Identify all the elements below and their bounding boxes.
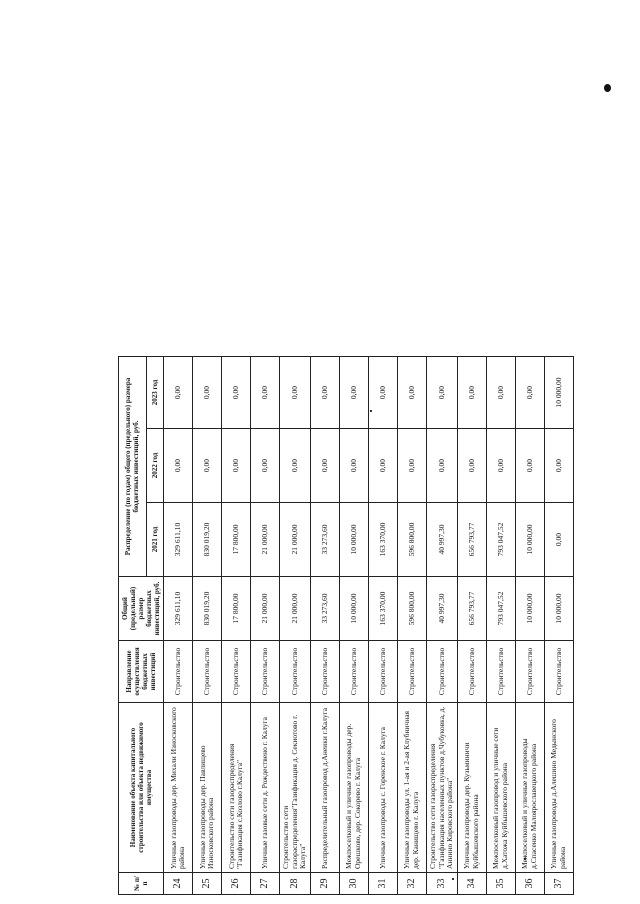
value-2021: 329 611,10: [164, 503, 193, 577]
value-2023: 0,00: [340, 357, 369, 429]
object-name: Уличные газопроводы ул. 1-ая и 2-ая Клубничная дер. Канищево г. Калуга: [398, 703, 427, 873]
direction-cell: Строительство: [457, 641, 486, 703]
direction-cell: Строительство: [398, 641, 427, 703]
value-2021: 830 019,20: [193, 503, 222, 577]
value-2023: 0,00: [311, 357, 340, 429]
value-2021: 17 800,00: [222, 503, 251, 577]
row-number: 25: [193, 873, 222, 895]
object-name: Строительство сети газораспределения "Газификация с.Козлово г.Калуга": [222, 703, 251, 873]
table-row: [340, 357, 369, 895]
direction-cell: Строительство: [544, 641, 573, 703]
value-2021: 21 000,00: [280, 503, 311, 577]
header-2023: 2023 год: [146, 357, 163, 429]
direction-cell: Строительство: [222, 641, 251, 703]
row-number: 24: [164, 873, 193, 895]
value-2021: 793 047,52: [486, 503, 515, 577]
rotated-table-container: [118, 357, 598, 895]
value-2023: 0,00: [427, 357, 458, 429]
header-no: № п/п: [119, 873, 164, 895]
total-cell: 656 793,77: [457, 577, 486, 641]
object-name: Уличные газопроводы дер. Михали Износковского района: [164, 703, 193, 873]
total-cell: 10 000,00: [515, 577, 544, 641]
value-2021: 33 273,60: [311, 503, 340, 577]
value-2022: 0,00: [486, 429, 515, 503]
header-distribution: Распределение (по годам) общего (предельного) размера бюджетных инвестиций, руб.: [119, 357, 147, 577]
value-2023: 0,00: [369, 357, 398, 429]
value-2022: 0,00: [398, 429, 427, 503]
value-2021: 40 997,30: [427, 503, 458, 577]
value-2021: 596 800,00: [398, 503, 427, 577]
value-2023: 0,00: [251, 357, 280, 429]
table-row: [369, 357, 398, 895]
header-2021: 2021 год: [146, 503, 163, 577]
table-row: [486, 357, 515, 895]
value-2023: 0,00: [193, 357, 222, 429]
table-row: [457, 357, 486, 895]
value-2023: 0,00: [457, 357, 486, 429]
total-cell: 21 000,00: [280, 577, 311, 641]
value-2021: 656 793,77: [457, 503, 486, 577]
total-cell: 33 273,60: [311, 577, 340, 641]
direction-cell: Строительство: [311, 641, 340, 703]
total-cell: 596 800,00: [398, 577, 427, 641]
total-cell: 793 047,52: [486, 577, 515, 641]
row-number: 35: [486, 873, 515, 895]
value-2023: 0,00: [164, 357, 193, 429]
value-2022: 0,00: [164, 429, 193, 503]
direction-cell: Строительство: [369, 641, 398, 703]
ink-dot: [604, 84, 611, 92]
row-number: 26: [222, 873, 251, 895]
direction-cell: Строительство: [280, 641, 311, 703]
value-2021: 21 000,00: [251, 503, 280, 577]
table-row: [311, 357, 340, 895]
total-cell: 830 019,20: [193, 577, 222, 641]
value-2022: 0,00: [427, 429, 458, 503]
table-row: [427, 357, 458, 895]
direction-cell: Строительство: [193, 641, 222, 703]
total-cell: 40 997,30: [427, 577, 458, 641]
object-name: Межпоселковый и уличные газопроводы д.Спасенко Малоярославецкого района: [515, 703, 544, 873]
investment-table: [118, 356, 574, 895]
header-name: Наименование объекта капитального строительства или объекта недвижимого имущества: [119, 703, 164, 873]
header-row: [119, 357, 147, 895]
table-row: [398, 357, 427, 895]
direction-cell: Строительство: [427, 641, 458, 703]
object-name: Уличные газопроводы д.Алешино Медынского района: [544, 703, 573, 873]
value-2022: 0,00: [544, 429, 573, 503]
table-row: [280, 357, 311, 895]
direction-cell: Строительство: [515, 641, 544, 703]
object-name: Уличные газовые сети д. Рождествено г. Калуга: [251, 703, 280, 873]
object-name: Межпоселковый и уличные газопроводы дер. Орешково, дер. Сокорево г. Калуга: [340, 703, 369, 873]
value-2023: 0,00: [398, 357, 427, 429]
row-number: 31: [369, 873, 398, 895]
header-direction: Направление осуществления бюджетных инвестиций: [119, 641, 164, 703]
object-name: Строительство сети газораспределения"Газификация д. Секиотово г. Калуга": [280, 703, 311, 873]
row-number: 36: [515, 873, 544, 895]
header-total: Общий (предельный) размер бюджетных инвестиций, руб.: [119, 577, 164, 641]
table-body: [164, 357, 574, 895]
value-2022: 0,00: [457, 429, 486, 503]
value-2022: 0,00: [340, 429, 369, 503]
row-number: 28: [280, 873, 311, 895]
value-2022: 0,00: [280, 429, 311, 503]
table-row: [544, 357, 573, 895]
row-number: 29: [311, 873, 340, 895]
row-number: 30: [340, 873, 369, 895]
direction-cell: Строительство: [486, 641, 515, 703]
header-2022: 2022 год: [146, 429, 163, 503]
direction-cell: Строительство: [164, 641, 193, 703]
value-2022: 0,00: [251, 429, 280, 503]
value-2022: 0,00: [369, 429, 398, 503]
total-cell: 17 800,00: [222, 577, 251, 641]
value-2021: 10 000,00: [515, 503, 544, 577]
value-2021: 0,00: [544, 503, 573, 577]
table-row: [515, 357, 544, 895]
value-2023: 0,00: [280, 357, 311, 429]
row-number: 27: [251, 873, 280, 895]
object-name: Строительство сети газораспределения "Газификация населенных пунктов д.Чубуковка, д. Аннино Кировского района": [427, 703, 458, 873]
total-cell: 10 000,00: [544, 577, 573, 641]
table-row: [251, 357, 280, 895]
table-row: [164, 357, 193, 895]
value-2023: 10 000,00: [544, 357, 573, 429]
value-2021: 10 000,00: [340, 503, 369, 577]
value-2022: 0,00: [311, 429, 340, 503]
object-name: Уличные газопроводы дер. Павлищево Износковского района: [193, 703, 222, 873]
table-row: [222, 357, 251, 895]
row-number: 33: [427, 873, 458, 895]
object-name: Распределительный газопровод д.Анеики г.Калуга: [311, 703, 340, 873]
direction-cell: Строительство: [340, 641, 369, 703]
row-number: 34: [457, 873, 486, 895]
table-row: [193, 357, 222, 895]
total-cell: 10 000,00: [340, 577, 369, 641]
object-name: Уличные газопроводы дер. Кузьминичи Куйбышевского района: [457, 703, 486, 873]
object-name: Уличные газопроводы с. Горенское г. Калуга: [369, 703, 398, 873]
value-2023: 0,00: [515, 357, 544, 429]
total-cell: 21 000,00: [251, 577, 280, 641]
value-2022: 0,00: [515, 429, 544, 503]
value-2023: 0,00: [486, 357, 515, 429]
value-2023: 0,00: [222, 357, 251, 429]
row-number: 37: [544, 873, 573, 895]
value-2021: 163 370,00: [369, 503, 398, 577]
direction-cell: Строительство: [251, 641, 280, 703]
row-number: 32: [398, 873, 427, 895]
value-2022: 0,00: [222, 429, 251, 503]
object-name: Межпоселковый газопровод и уличные сети д.Хатожа Куйбышевского района: [486, 703, 515, 873]
total-cell: 329 611,10: [164, 577, 193, 641]
total-cell: 163 370,00: [369, 577, 398, 641]
value-2022: 0,00: [193, 429, 222, 503]
